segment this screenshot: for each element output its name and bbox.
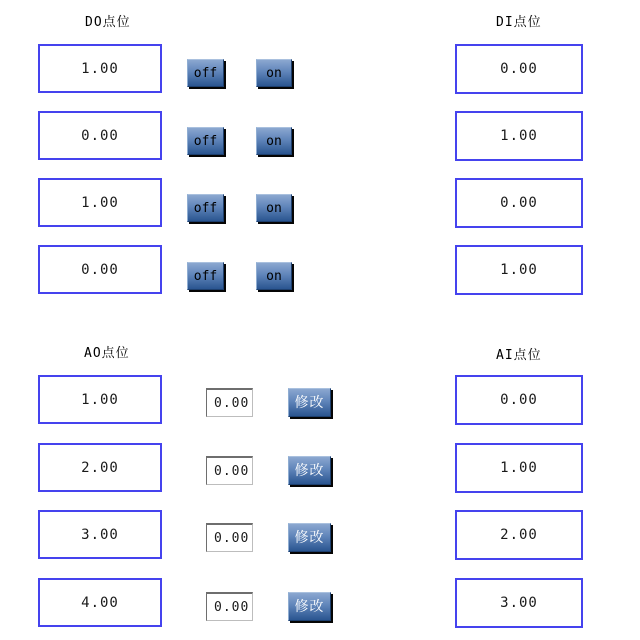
ao-setpoint-input[interactable] xyxy=(206,388,253,417)
do-off-button[interactable]: off xyxy=(187,59,224,87)
di-value-box: 1.00 xyxy=(455,245,583,295)
ao-modify-button[interactable]: 修改 xyxy=(288,523,331,552)
do-value-box: 1.00 xyxy=(38,44,162,93)
ai-value-box: 0.00 xyxy=(455,375,583,425)
ao-modify-button[interactable]: 修改 xyxy=(288,456,331,485)
ao-setpoint-input[interactable] xyxy=(206,523,253,552)
di-section-title: DI点位 xyxy=(496,15,542,30)
ao-setpoint-input[interactable] xyxy=(206,456,253,485)
do-section-title: DO点位 xyxy=(85,15,131,30)
do-value-box: 1.00 xyxy=(38,178,162,227)
do-on-button[interactable]: on xyxy=(256,59,292,87)
di-value-box: 0.00 xyxy=(455,178,583,228)
ao-value-box: 4.00 xyxy=(38,578,162,627)
di-value-box: 0.00 xyxy=(455,44,583,94)
do-on-button[interactable]: on xyxy=(256,194,292,222)
do-off-button[interactable]: off xyxy=(187,262,224,290)
do-off-button[interactable]: off xyxy=(187,194,224,222)
do-off-button[interactable]: off xyxy=(187,127,224,155)
ai-value-box: 3.00 xyxy=(455,578,583,628)
do-value-box: 0.00 xyxy=(38,111,162,160)
ai-value-box: 2.00 xyxy=(455,510,583,560)
do-value-box: 0.00 xyxy=(38,245,162,294)
ao-modify-button[interactable]: 修改 xyxy=(288,388,331,417)
ai-value-box: 1.00 xyxy=(455,443,583,493)
ao-value-box: 2.00 xyxy=(38,443,162,492)
do-on-button[interactable]: on xyxy=(256,262,292,290)
do-on-button[interactable]: on xyxy=(256,127,292,155)
ai-section-title: AI点位 xyxy=(496,348,542,363)
ao-value-box: 1.00 xyxy=(38,375,162,424)
ao-modify-button[interactable]: 修改 xyxy=(288,592,331,621)
ao-setpoint-input[interactable] xyxy=(206,592,253,621)
ao-section-title: AO点位 xyxy=(84,346,130,361)
di-value-box: 1.00 xyxy=(455,111,583,161)
ao-value-box: 3.00 xyxy=(38,510,162,559)
